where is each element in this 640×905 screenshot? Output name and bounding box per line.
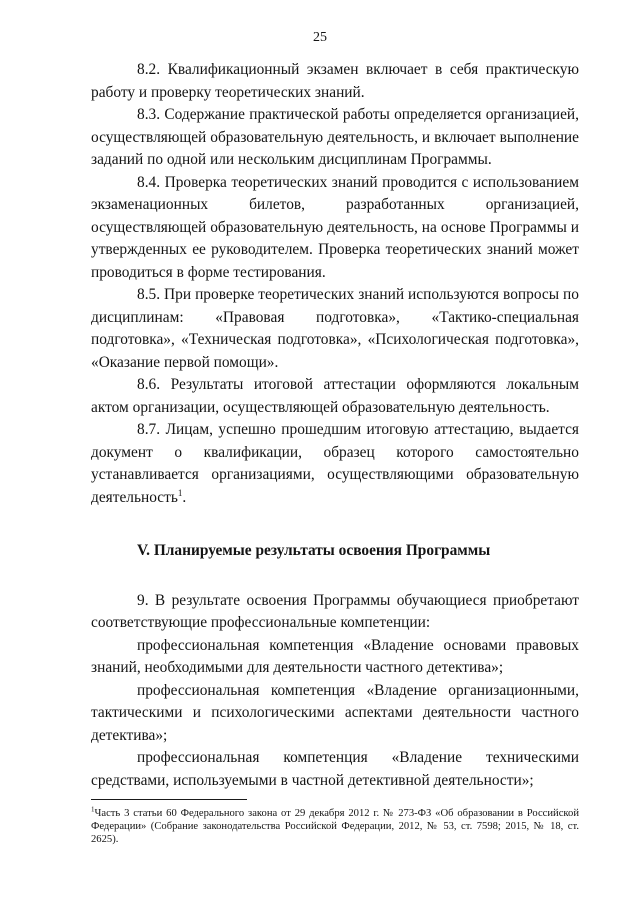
paragraph-8-7-text: 8.7. Лицам, успешно прошедшим итоговую аттестацию, выдается документ о квалификации, образец которого самостоятельно устанавливается организациями, осуществляющими образовательную деятельность [91,421,579,506]
competence-organizational: профессиональная компетенция «Владение организационными, тактическими и психологическими аспектами деятельности частного детектива»; [91,681,579,744]
footnote-divider [91,799,247,800]
paragraph-8-6: 8.6. Результаты итоговой аттестации оформляются локальным актом организации, осуществляющей образовательную деятельность. [91,376,579,416]
paragraph-8-3: 8.3. Содержание практической работы определяется организацией, осуществляющей образовательную деятельность, и включает выполнение заданий по одной или нескольким дисциплинам Программы. [91,106,579,168]
paragraph-9: 9. В результате освоения Программы обучающиеся приобретают соответствующие профессиональные компетенции: [91,591,579,631]
paragraph-8-5: 8.5. При проверке теоретических знаний используются вопросы по дисциплинам: «Правовая подготовка», «Тактико-специальная подготовка», «Техническая подготовка», «Психологическая подготовка», «Оказание первой помощи». [91,286,579,371]
paragraph-8-7 [91,419,579,509]
paragraph-8-4: 8.4. Проверка теоретических знаний проводится с использованием экзаменационных билетов, разработанных организацией, осуществляющей образовательную деятельность, на основе Программы и утвержденных ее руководителем. Проверка теоретических знаний может проводиться в форме тестирования. [91,173,579,281]
paragraph-8-7-end: . [182,488,187,506]
section-heading: V. Планируемые результаты освоения Программы [137,542,491,559]
footnote-reference: 1 [177,487,183,498]
footnote [91,807,579,846]
footnote-text: Часть 3 статьи 60 Федерального закона от 29 декабря 2012 г. № 273-ФЗ «Об образовании в Российской Федерации» (Собрание законодательства Российской Федерации, 2012, № 53, ст. 7598; 2015, № 18, ст. 2625). [91,808,579,845]
page-number: 25 [313,30,327,45]
document-body [91,59,579,792]
footnote-marker: 1 [91,805,95,814]
competence-legal: профессиональная компетенция «Владение основами правовых знаний, необходимыми для деятельности частного детектива»; [91,636,579,676]
competence-technical: профессиональная компетенция «Владение техническими средствами, используемыми в частной детективной деятельности»; [91,749,579,789]
paragraph-8-2: 8.2. Квалификационный экзамен включает в себя практическую работу и проверку теоретических знаний. [91,61,579,101]
